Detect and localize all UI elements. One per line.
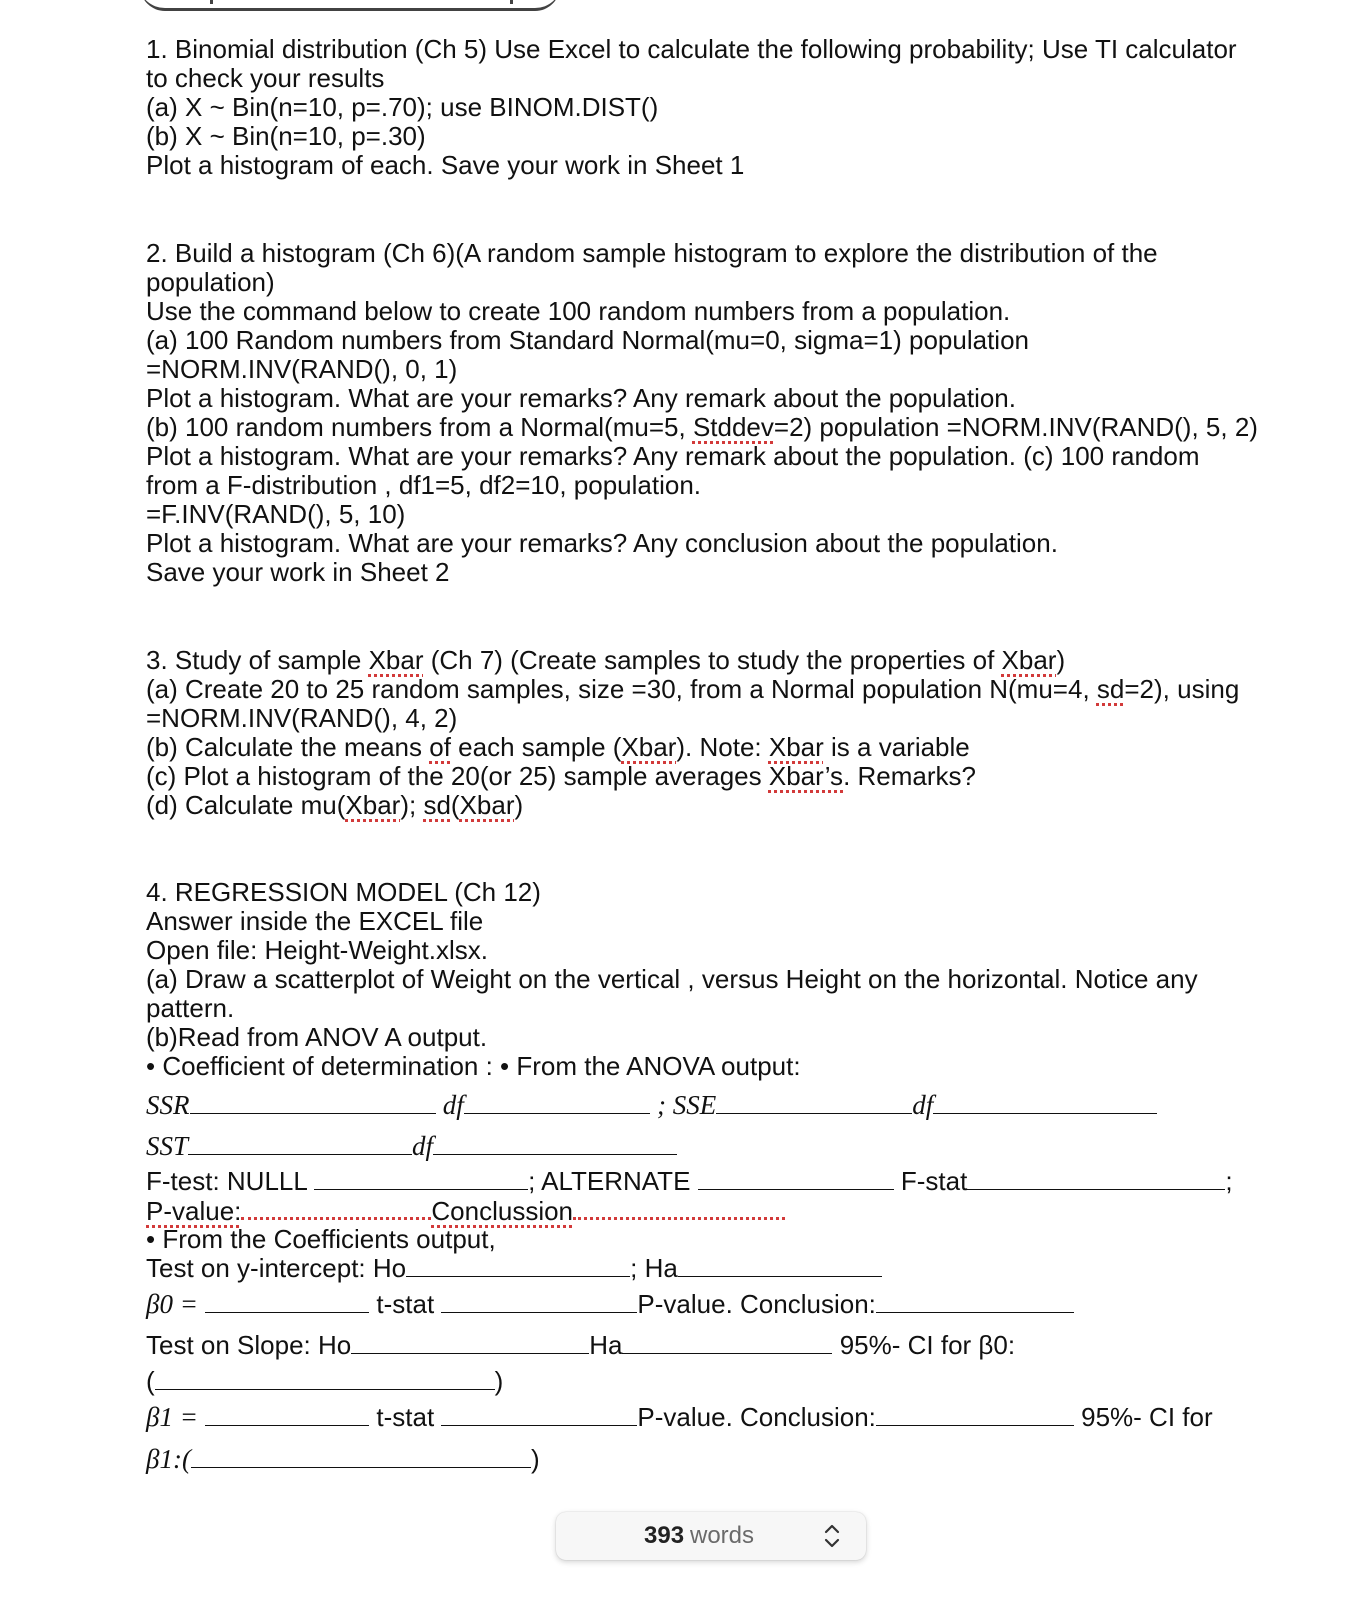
q3-line-6: [146, 790, 523, 820]
pvalue-label: P-value:: [146, 1196, 242, 1226]
q2-line-10: =F.INV(RAND(), 5, 10): [146, 499, 406, 529]
beta1-label: β1 =: [146, 1402, 198, 1432]
q2-line-2: population): [146, 267, 275, 297]
q4-line-2: Answer inside the EXCEL file: [146, 906, 484, 936]
q2-line-6: Plot a histogram. What are your remarks? Any remark about the population.: [146, 383, 1016, 413]
ssr-row: [146, 1090, 1157, 1120]
ftest-row: [146, 1166, 1233, 1196]
text-run: ): [514, 790, 524, 820]
sse-blank[interactable]: [716, 1091, 912, 1114]
beta0-row: [146, 1289, 1074, 1319]
df-blank-3[interactable]: [433, 1132, 677, 1155]
text-run: );: [400, 790, 424, 820]
alternate-blank[interactable]: [698, 1167, 894, 1190]
spellcheck-word[interactable]: of: [429, 732, 451, 762]
beta1-blank[interactable]: [205, 1403, 369, 1426]
beta0-label: β0 =: [146, 1289, 198, 1319]
slope-ho-blank[interactable]: [351, 1331, 589, 1354]
pvalue-conclusion-label-2: P-value. Conclusion:: [637, 1402, 876, 1432]
q3-line-1: [146, 645, 1065, 675]
q1-line-2: to check your results: [146, 63, 385, 93]
q2-line-1: 2. Build a histogram (Ch 6)(A random sample histogram to explore the distribution of the: [146, 238, 1158, 268]
text-run: (c) Plot a histogram of the 20(or 25) sample averages: [146, 761, 769, 791]
fstat-label: F-stat: [900, 1166, 968, 1196]
ci-beta0-label: 95%- CI for β0:: [839, 1330, 1016, 1360]
text-run: (: [450, 790, 460, 820]
text-run: ): [1056, 645, 1066, 675]
text-run: (b) 100 random numbers from a Normal(mu=5,: [146, 412, 693, 442]
text-run: ). Note:: [676, 732, 769, 762]
text-run: (a) Create 20 to 25 random samples, size =30, from a Normal population N(mu=4,: [146, 674, 1097, 704]
slope-row: [146, 1330, 1015, 1360]
ha-blank[interactable]: [678, 1254, 882, 1277]
df-blank-2[interactable]: [933, 1091, 1157, 1114]
pvalue-blank[interactable]: [241, 1195, 431, 1220]
tstat-label-2: t-stat: [376, 1402, 435, 1432]
q4-line-7: • Coefficient of determination : • From the ANOVA output:: [146, 1051, 801, 1081]
slope-ha-label: Ha: [589, 1330, 623, 1360]
slope-label: Test on Slope: Ho: [146, 1330, 352, 1360]
tstat-label: t-stat: [376, 1289, 435, 1319]
q1-line-1: 1. Binomial distribution (Ch 5) Use Excel to calculate the following probability; Use TI calculator: [146, 34, 1237, 64]
text-run: (Ch 7) (Create samples to study the properties of: [423, 645, 1002, 675]
q2-line-5: =NORM.INV(RAND(), 0, 1): [146, 354, 458, 384]
paren-close-2: ): [530, 1444, 540, 1474]
q3-line-2: [146, 674, 1239, 704]
pvalue-conclusion-label: P-value. Conclusion:: [637, 1289, 876, 1319]
paren-close: ): [494, 1366, 504, 1396]
q4-line-4: (a) Draw a scatterplot of Weight on the vertical , versus Height on the horizontal. Notice any: [146, 964, 1198, 994]
beta1-ci-label: β1:(: [146, 1444, 191, 1474]
q4-line-6: (b)Read from ANOV A output.: [146, 1022, 488, 1052]
coef-heading: • From the Coefficients output,: [146, 1224, 496, 1254]
yintercept-row: [146, 1253, 882, 1283]
spellcheck-word[interactable]: Xbar: [768, 732, 824, 762]
conclusion-blank[interactable]: [876, 1290, 1074, 1313]
spellcheck-word[interactable]: Xbar: [621, 732, 677, 762]
beta0-blank[interactable]: [205, 1290, 369, 1313]
ho-blank[interactable]: [406, 1254, 630, 1277]
word-count-widget[interactable]: [556, 1512, 866, 1560]
df-label-2: df: [912, 1090, 934, 1120]
spellcheck-word[interactable]: sd: [1096, 674, 1125, 704]
ftest-label: F-test: NULLL: [146, 1166, 307, 1196]
sst-label: SST: [146, 1131, 189, 1161]
text-run: =2) population =NORM.INV(RAND(), 5, 2): [773, 412, 1258, 442]
text-run: 3. Study of sample: [146, 645, 369, 675]
cut-off-heading-fragment: [140, 0, 560, 11]
yintercept-label: Test on y-intercept: Ho: [146, 1253, 407, 1283]
q2-line-11: Plot a histogram. What are your remarks? Any conclusion about the population.: [146, 528, 1058, 558]
ci-beta1-blank[interactable]: [191, 1445, 531, 1468]
semicolon: ;: [1225, 1166, 1233, 1196]
q1-line-4: (b) X ~ Bin(n=10, p=.30): [146, 121, 426, 151]
fstat-blank[interactable]: [967, 1167, 1225, 1190]
slope-ha-blank[interactable]: [622, 1331, 832, 1354]
q2-line-8: Plot a histogram. What are your remarks? Any remark about the population. (c) 100 random: [146, 441, 1200, 471]
text-run: is a variable: [823, 732, 970, 762]
paren-open: (: [146, 1366, 155, 1396]
ci-beta0-row: [146, 1366, 503, 1396]
ha-label: ; Ha: [630, 1253, 678, 1283]
conclussion-label: Conclussion: [431, 1196, 574, 1226]
spellcheck-word[interactable]: Stddev: [692, 412, 774, 442]
q3-line-3: =NORM.INV(RAND(), 4, 2): [146, 703, 458, 733]
ci-beta0-blank[interactable]: [155, 1367, 495, 1390]
sst-blank[interactable]: [188, 1132, 412, 1155]
text-run: (d) Calculate mu(: [146, 790, 346, 820]
pvalue-row: [146, 1195, 785, 1225]
text-run: each sample (: [450, 732, 622, 762]
spellcheck-word[interactable]: Xbar: [459, 790, 515, 820]
q2-line-3: Use the command below to create 100 random numbers from a population.: [146, 296, 1011, 326]
q1-line-3: (a) X ~ Bin(n=10, p=.70); use BINOM.DIST(): [146, 92, 659, 122]
df-blank[interactable]: [464, 1091, 650, 1114]
df-label-3: df: [412, 1131, 434, 1161]
spellcheck-word[interactable]: sd: [423, 790, 451, 820]
q2-line-12: Save your work in Sheet 2: [146, 557, 450, 587]
null-blank[interactable]: [314, 1167, 528, 1190]
ci-for-label: 95%- CI for: [1081, 1402, 1213, 1432]
sst-row: [146, 1131, 677, 1161]
ssr-blank[interactable]: [190, 1091, 436, 1114]
beta1-row: [146, 1402, 1213, 1432]
up-down-chevron-icon[interactable]: [820, 1512, 844, 1560]
ci-beta1-row: [146, 1444, 540, 1474]
text-run: . Remarks?: [843, 761, 976, 791]
text-run: (b) Calculate the means: [146, 732, 430, 762]
q2-line-4: (a) 100 Random numbers from Standard Normal(mu=0, sigma=1) population: [146, 325, 1029, 355]
word-count-label: words: [690, 1522, 755, 1549]
sse-label: ; SSE: [656, 1090, 717, 1120]
word-count-number: 393: [644, 1522, 685, 1549]
q2-line-9: from a F-distribution , df1=5, df2=10, population.: [146, 470, 702, 500]
spellcheck-word[interactable]: Xbar: [1001, 645, 1057, 675]
spellcheck-word[interactable]: Xbar: [345, 790, 401, 820]
q3-line-5: [146, 761, 976, 791]
q1-line-5: Plot a histogram of each. Save your work in Sheet 1: [146, 150, 745, 180]
ssr-label: SSR: [146, 1090, 190, 1120]
df-label: df: [442, 1090, 464, 1120]
q4-line-5: pattern.: [146, 993, 235, 1023]
tstat-blank[interactable]: [441, 1290, 637, 1313]
q4-line-1: 4. REGRESSION MODEL (Ch 12): [146, 877, 541, 907]
tstat-blank-2[interactable]: [441, 1403, 637, 1426]
text-run: =2), using: [1124, 674, 1240, 704]
q3-line-4: [146, 732, 970, 762]
conclusion-blank-2[interactable]: [876, 1403, 1074, 1426]
alternate-label: ; ALTERNATE: [528, 1166, 691, 1196]
q2-line-7: [146, 412, 1258, 442]
spellcheck-word[interactable]: Xbar’s: [768, 761, 844, 791]
spellcheck-word[interactable]: Xbar: [368, 645, 424, 675]
q4-line-3: Open file: Height-Weight.xlsx.: [146, 935, 488, 965]
conclussion-blank[interactable]: [573, 1195, 785, 1220]
